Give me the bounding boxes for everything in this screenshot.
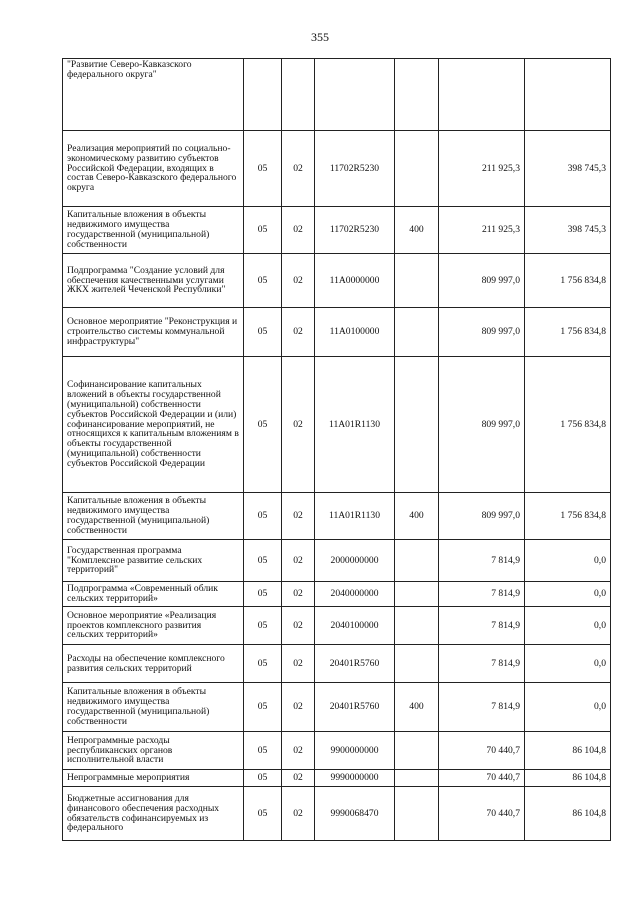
table-row — [63, 254, 611, 308]
expense-type-code — [395, 732, 439, 770]
budget-table — [62, 58, 611, 841]
section-code — [244, 59, 282, 131]
amount-year-2: 398 745,3 — [525, 131, 611, 207]
amount-year-2: 0,0 — [525, 683, 611, 732]
section-code: 05 — [244, 131, 282, 207]
item-name: Расходы на обеспечение комплексного развития сельских территорий — [63, 645, 244, 683]
amount-year-2: 1 756 834,8 — [525, 254, 611, 308]
item-name: Капитальные вложения в объекты недвижимого имущества государственной (муниципальной) собственности — [63, 683, 244, 732]
subsection-code: 02 — [282, 607, 315, 645]
amount-year-1: 211 925,3 — [439, 207, 525, 254]
subsection-code: 02 — [282, 357, 315, 493]
amount-year-2: 0,0 — [525, 582, 611, 607]
section-code: 05 — [244, 645, 282, 683]
section-code: 05 — [244, 787, 282, 841]
item-name: Непрограммные мероприятия — [63, 770, 244, 787]
target-article-code: 2000000000 — [315, 540, 395, 582]
table-row — [63, 582, 611, 607]
section-code: 05 — [244, 254, 282, 308]
expense-type-code — [395, 770, 439, 787]
subsection-code: 02 — [282, 787, 315, 841]
subsection-code: 02 — [282, 645, 315, 683]
section-code: 05 — [244, 582, 282, 607]
subsection-code: 02 — [282, 683, 315, 732]
expense-type-code — [395, 787, 439, 841]
amount-year-1: 809 997,0 — [439, 254, 525, 308]
target-article-code: 11702R5230 — [315, 207, 395, 254]
item-name: Софинансирование капитальных вложений в объекты государственной (муниципальной) собственности субъектов Российской Федерации и (или) софинансирование мероприятий, не относящихся к капитальным вложениям в объекты государственной (муниципальной) собственности субъектов Российской Федерации — [63, 357, 244, 493]
subsection-code: 02 — [282, 308, 315, 357]
amount-year-2: 1 756 834,8 — [525, 493, 611, 540]
table-row — [63, 357, 611, 493]
section-code: 05 — [244, 732, 282, 770]
section-code: 05 — [244, 357, 282, 493]
section-code: 05 — [244, 683, 282, 732]
item-name: Подпрограмма "Создание условий для обеспечения качественными услугами ЖКХ жителей Чеченской Республики" — [63, 254, 244, 308]
table-row — [63, 683, 611, 732]
amount-year-2: 398 745,3 — [525, 207, 611, 254]
section-code: 05 — [244, 540, 282, 582]
table-row — [63, 787, 611, 841]
amount-year-1: 211 925,3 — [439, 131, 525, 207]
expense-type-code: 400 — [395, 493, 439, 540]
amount-year-2: 86 104,8 — [525, 770, 611, 787]
expense-type-code: 400 — [395, 207, 439, 254]
amount-year-1: 70 440,7 — [439, 770, 525, 787]
subsection-code: 02 — [282, 493, 315, 540]
amount-year-1 — [439, 59, 525, 131]
section-code: 05 — [244, 308, 282, 357]
subsection-code: 02 — [282, 254, 315, 308]
expense-type-code: 400 — [395, 683, 439, 732]
subsection-code: 02 — [282, 207, 315, 254]
section-code: 05 — [244, 770, 282, 787]
subsection-code: 02 — [282, 582, 315, 607]
expense-type-code — [395, 540, 439, 582]
amount-year-1: 809 997,0 — [439, 308, 525, 357]
amount-year-1: 7 814,9 — [439, 540, 525, 582]
amount-year-1: 7 814,9 — [439, 582, 525, 607]
target-article-code: 11А01R1130 — [315, 493, 395, 540]
item-name: Реализация мероприятий по социально-экономическому развитию субъектов Российской Федерации, входящих в состав Северо-Кавказского федерального округа — [63, 131, 244, 207]
table-row — [63, 645, 611, 683]
table-row — [63, 59, 611, 131]
table-row — [63, 732, 611, 770]
target-article-code: 11702R5230 — [315, 131, 395, 207]
amount-year-1: 70 440,7 — [439, 732, 525, 770]
target-article-code: 11А0100000 — [315, 308, 395, 357]
expense-type-code — [395, 254, 439, 308]
amount-year-1: 70 440,7 — [439, 787, 525, 841]
item-name: Государственная программа "Комплексное развитие сельских территорий" — [63, 540, 244, 582]
target-article-code: 11А01R1130 — [315, 357, 395, 493]
expense-type-code — [395, 357, 439, 493]
table-row — [63, 770, 611, 787]
budget-table-body — [63, 59, 611, 841]
subsection-code: 02 — [282, 540, 315, 582]
expense-type-code — [395, 131, 439, 207]
amount-year-2: 86 104,8 — [525, 787, 611, 841]
amount-year-1: 7 814,9 — [439, 645, 525, 683]
target-article-code: 11А0000000 — [315, 254, 395, 308]
target-article-code: 2040100000 — [315, 607, 395, 645]
table-row — [63, 308, 611, 357]
expense-type-code — [395, 645, 439, 683]
table-row — [63, 493, 611, 540]
amount-year-2 — [525, 59, 611, 131]
target-article-code: 9990068470 — [315, 787, 395, 841]
item-name: Капитальные вложения в объекты недвижимого имущества государственной (муниципальной) собственности — [63, 207, 244, 254]
expense-type-code — [395, 59, 439, 131]
item-name: Капитальные вложения в объекты недвижимого имущества государственной (муниципальной) собственности — [63, 493, 244, 540]
expense-type-code — [395, 308, 439, 357]
item-name: Бюджетные ассигнования для финансового обеспечения расходных обязательств софинансируемых из федерального — [63, 787, 244, 841]
amount-year-2: 86 104,8 — [525, 732, 611, 770]
section-code: 05 — [244, 493, 282, 540]
table-row — [63, 540, 611, 582]
item-name: Основное мероприятие "Реконструкция и строительство системы коммунальной инфраструктуры" — [63, 308, 244, 357]
section-code: 05 — [244, 207, 282, 254]
item-name: Подпрограмма «Современный облик сельских территорий» — [63, 582, 244, 607]
amount-year-1: 7 814,9 — [439, 607, 525, 645]
table-row — [63, 207, 611, 254]
table-row — [63, 131, 611, 207]
amount-year-2: 0,0 — [525, 607, 611, 645]
page-number: 355 — [311, 30, 329, 44]
target-article-code: 20401R5760 — [315, 645, 395, 683]
item-name: Основное мероприятие «Реализация проектов комплексного развития сельских территорий» — [63, 607, 244, 645]
section-code: 05 — [244, 607, 282, 645]
target-article-code: 9990000000 — [315, 770, 395, 787]
subsection-code: 02 — [282, 131, 315, 207]
amount-year-1: 7 814,9 — [439, 683, 525, 732]
amount-year-2: 0,0 — [525, 540, 611, 582]
amount-year-1: 809 997,0 — [439, 357, 525, 493]
subsection-code — [282, 59, 315, 131]
expense-type-code — [395, 582, 439, 607]
item-name: Непрограммные расходы республиканских органов исполнительной власти — [63, 732, 244, 770]
amount-year-2: 1 756 834,8 — [525, 357, 611, 493]
amount-year-1: 809 997,0 — [439, 493, 525, 540]
item-name: "Развитие Северо-Кавказского федерального округа" — [63, 59, 244, 131]
subsection-code: 02 — [282, 770, 315, 787]
table-row — [63, 607, 611, 645]
amount-year-2: 0,0 — [525, 645, 611, 683]
target-article-code: 20401R5760 — [315, 683, 395, 732]
target-article-code: 9900000000 — [315, 732, 395, 770]
amount-year-2: 1 756 834,8 — [525, 308, 611, 357]
target-article-code: 2040000000 — [315, 582, 395, 607]
subsection-code: 02 — [282, 732, 315, 770]
target-article-code — [315, 59, 395, 131]
expense-type-code — [395, 607, 439, 645]
